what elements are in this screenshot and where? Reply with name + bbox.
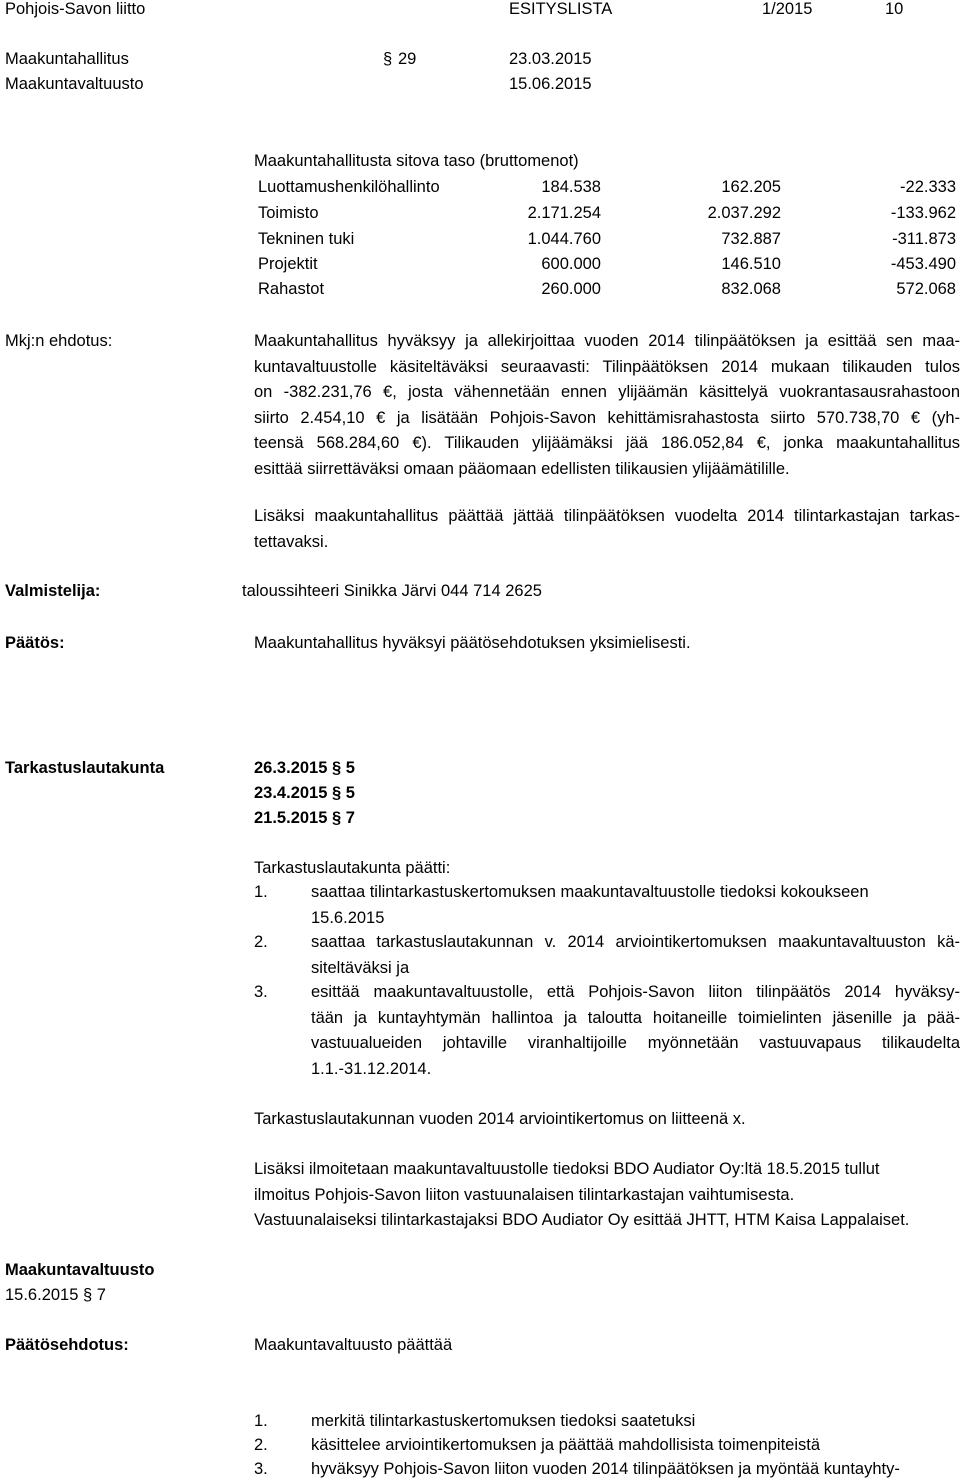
text-line: tettavaksi. xyxy=(254,532,329,551)
list-item xyxy=(254,930,960,981)
item-line: 15.6.2015 xyxy=(311,908,385,927)
row-col3: -133.962 xyxy=(890,204,956,222)
text-line: Vastuunalaiseksi tilintarkastajaksi BDO Audiator Oy esittää JHTT, HTM Kaisa Lappalaiset. xyxy=(254,1211,910,1229)
item-line: saattaa tarkastuslautakunnan v. 2014 arviointikertomuksen maakuntavaltuuston kä- xyxy=(311,933,960,951)
header-issue: 1/2015 xyxy=(762,0,813,18)
header-council-date: 15.06.2015 xyxy=(509,75,592,93)
list-item xyxy=(254,880,960,931)
row-col2: 732.887 xyxy=(721,230,781,248)
text-line: ilmoitus Pohjois-Savon liiton vastuunalaisen tilintarkastajan vaihtumisesta. xyxy=(254,1185,795,1204)
item-line: esittää maakuntavaltuustolle, että Pohjois-Savon liiton tilinpäätös 2014 hyväksy- xyxy=(311,983,960,1001)
item-line: käsittelee arviointikertomuksen ja päättää mahdollisista toimenpiteistä xyxy=(311,1436,821,1454)
decision-label: Päätös: xyxy=(5,634,65,652)
row-col3: 572.068 xyxy=(896,280,956,298)
preparer-label: Valmistelija: xyxy=(5,582,101,600)
row-col2: 146.510 xyxy=(721,255,781,273)
item-line: siteltäväksi ja xyxy=(311,958,410,977)
item-number: 3. xyxy=(254,983,268,1001)
audit-ref: 21.5.2015 § 7 xyxy=(254,809,355,827)
preparer-value: taloussihteeri Sinikka Järvi 044 714 2625 xyxy=(242,582,542,600)
council-proposal-intro: Maakuntavaltuusto päättää xyxy=(254,1336,453,1354)
item-number: 1. xyxy=(254,883,268,901)
row-col1: 184.538 xyxy=(541,178,601,196)
audit-attachment: Tarkastuslautakunnan vuoden 2014 arviointikertomus on liitteenä x. xyxy=(254,1110,746,1128)
item-number: 3. xyxy=(254,1460,268,1478)
budget-title: Maakuntahallitusta sitova taso (bruttomenot) xyxy=(254,152,579,170)
row-col1: 2.171.254 xyxy=(527,204,601,222)
audit-ref: 23.4.2015 § 5 xyxy=(254,784,355,802)
item-line: saattaa tilintarkastuskertomuksen maakuntavaltuustolle tiedoksi kokoukseen xyxy=(311,883,869,901)
text-line: Lisäksi maakuntahallitus päättää jättää tilinpäätöksen vuodelta 2014 tilintarkastajan tarkas- xyxy=(254,507,960,525)
item-number: 2. xyxy=(254,1436,268,1454)
row-label: Rahastot xyxy=(258,280,325,298)
row-col2: 162.205 xyxy=(721,178,781,196)
text-line: esittää siirrettäväksi omaan pääomaan edellisten tilikausien ylijäämätilille. xyxy=(254,459,790,478)
text-line: Maakuntahallitus hyväksyy ja allekirjoittaa vuoden 2014 tilinpäätöksen ja esittää sen maa- xyxy=(254,332,960,350)
header-section-number: 29 xyxy=(398,50,417,68)
audit-ref: 26.3.2015 § 5 xyxy=(254,759,355,777)
list-item xyxy=(254,1457,960,1483)
row-col1: 1.044.760 xyxy=(527,230,601,248)
item-line: hyväksyy Pohjois-Savon liiton vuoden 2014 tilinpäätöksen ja myöntää kuntayhty- xyxy=(311,1460,900,1478)
proposal-label: Mkj:n ehdotus: xyxy=(5,332,113,350)
row-col3: -311.873 xyxy=(892,230,956,248)
item-line: vastuualueiden johtaville viranhaltijoille myönnetään vastuuvapaus tilikaudelta xyxy=(311,1034,960,1052)
text-line: teensä 568.284,60 €). Tilikauden ylijäämäksi jää 186.052,84 €, jonka maakuntahallitus xyxy=(254,434,960,452)
row-col1: 260.000 xyxy=(541,280,601,298)
header-doc-type: ESITYSLISTA xyxy=(509,0,613,18)
section-symbol: § xyxy=(383,50,393,68)
decision-value: Maakuntahallitus hyväksyi päätösehdotuksen yksimielisesti. xyxy=(254,634,691,652)
row-col1: 600.000 xyxy=(541,255,601,273)
text-line: kuntavaltuustolle käsiteltäväksi seuraavasti: Tilinpäätöksen 2014 mukaan tilikauden tulos xyxy=(254,357,960,376)
row-col2: 2.037.292 xyxy=(707,204,781,222)
council-label: Maakuntavaltuusto xyxy=(5,1261,155,1279)
header-org: Pohjois-Savon liitto xyxy=(5,0,146,18)
audit-intro: Tarkastuslautakunta päätti: xyxy=(254,859,451,877)
council-ref: 15.6.2015 § 7 xyxy=(5,1286,106,1304)
proposal-text xyxy=(254,329,960,482)
list-item xyxy=(254,1409,960,1435)
list-item xyxy=(254,980,960,1082)
header-board: Maakuntahallitus xyxy=(5,50,129,68)
audit-label: Tarkastuslautakunta xyxy=(5,759,165,777)
row-label: Luottamushenkilöhallinto xyxy=(258,178,440,196)
item-number: 2. xyxy=(254,933,268,951)
list-item xyxy=(254,1433,960,1459)
row-col3: -453.490 xyxy=(890,255,956,273)
header-board-date: 23.03.2015 xyxy=(509,50,592,68)
row-col2: 832.068 xyxy=(721,280,781,298)
header-page-number: 10 xyxy=(885,0,904,18)
row-col3: -22.333 xyxy=(900,178,956,196)
item-line: merkitä tilintarkastuskertomuksen tiedoksi saatetuksi xyxy=(311,1412,696,1430)
item-line: tään ja kuntayhtymän hallintoa ja taloutta hoitaneille toimielinten jäsenille ja pää- xyxy=(311,1008,960,1027)
row-label: Toimisto xyxy=(258,204,319,222)
proposal-extra-text xyxy=(254,504,960,555)
text-line: siirto 2.454,10 € ja lisätään Pohjois-Savon kehittämisrahastosta siirto 570.738,70 € (yh- xyxy=(254,408,960,427)
row-label: Tekninen tuki xyxy=(258,230,355,248)
row-label: Projektit xyxy=(258,255,318,273)
item-number: 1. xyxy=(254,1412,268,1430)
text-line: on -382.231,76 €, josta vähennetään ennen ylijäämän käsittelyä vuokrantasausrahastoon xyxy=(254,383,960,401)
header-council: Maakuntavaltuusto xyxy=(5,75,144,93)
text-line: Lisäksi ilmoitetaan maakuntavaltuustolle tiedoksi BDO Audiator Oy:ltä 18.5.2015 tullut xyxy=(254,1160,880,1178)
item-line: 1.1.-31.12.2014. xyxy=(311,1059,432,1078)
council-proposal-label: Päätösehdotus: xyxy=(5,1336,129,1354)
audit-notice xyxy=(254,1157,960,1234)
